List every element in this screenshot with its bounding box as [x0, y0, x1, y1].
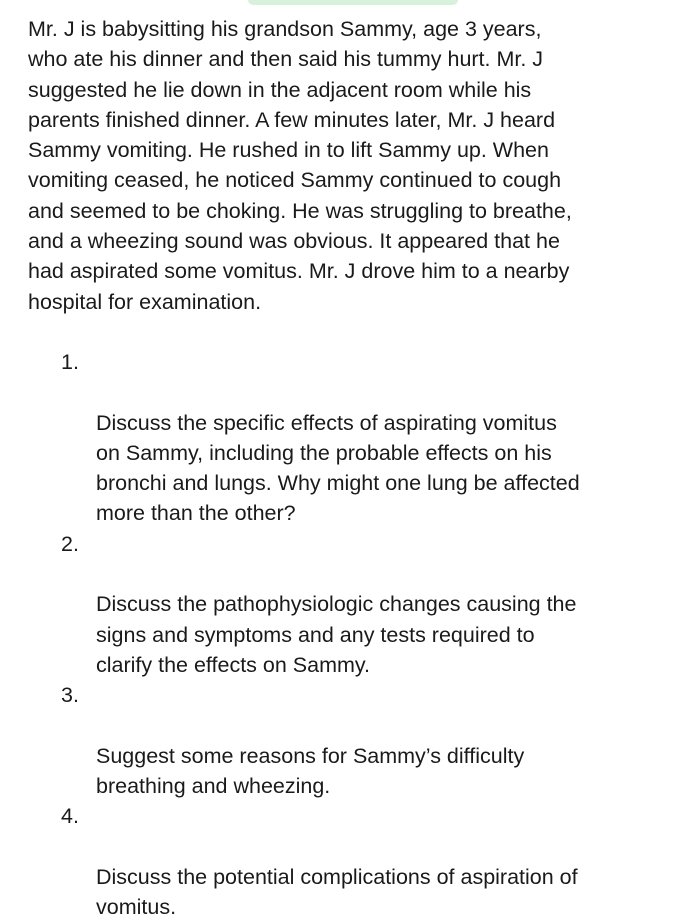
question-number: 3. — [61, 683, 79, 708]
case-paragraph: Mr. J is babysitting his grandson Sammy, age 3 years, who ate his dinner and then said his tummy hurt. Mr. J suggested he lie down in the adjacent room while his parents finished dinner. A few minutes later, Mr. J heard Sammy vomiting. He rushed in to lift Sammy up. When vomiting ceased, he noticed Sammy continued to cough and seemed to be choking. He was struggling to breathe, and a wheezing sound was obvious. It appeared that he had aspirated some vomitus. Mr. J drove him to a nearby hospital for examination. — [28, 17, 572, 314]
document-content — [28, 14, 680, 923]
question-item — [28, 529, 680, 680]
question-text: Discuss the potential complications of aspiration of vomitus. — [96, 865, 578, 920]
question-item — [28, 801, 680, 922]
question-text: Discuss the specific effects of aspirating vomitus on Sammy, including the probable effects on his bronchi and lungs. Why might one lung be affected more than the other? — [96, 410, 580, 526]
question-text: Discuss the pathophysiologic changes causing the signs and symptoms and any tests required to clarify the effects on Sammy. — [96, 592, 577, 677]
question-list — [28, 347, 680, 923]
top-tab-edge — [248, 0, 458, 5]
question-number: 2. — [61, 531, 79, 556]
question-text: Suggest some reasons for Sammy’s difficulty breathing and wheezing. — [96, 743, 525, 799]
question-item — [28, 680, 680, 801]
question-number: 1. — [61, 349, 79, 374]
question-item — [28, 347, 680, 529]
question-number: 4. — [61, 804, 79, 829]
